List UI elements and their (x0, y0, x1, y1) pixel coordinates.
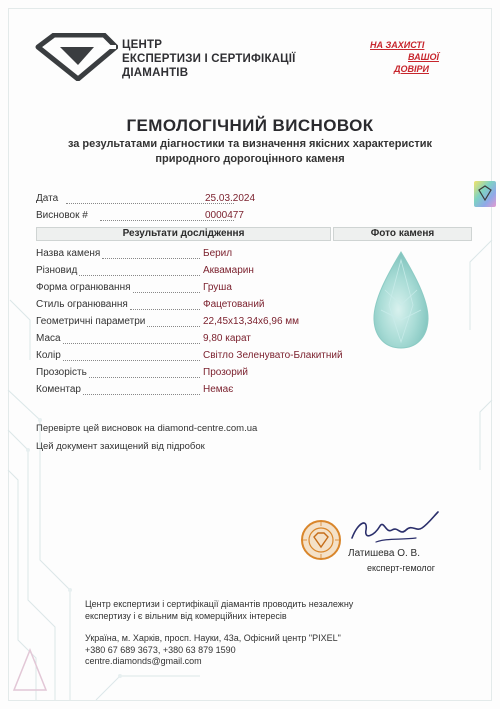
result-row (36, 282, 131, 293)
result-value: Груша (203, 282, 232, 293)
signature-image (346, 508, 442, 552)
report-value: 0000477 (205, 210, 244, 221)
dotted-leader (133, 282, 200, 293)
dotted-leader (83, 384, 200, 395)
footer-email[interactable]: centre.diamonds@gmail.com (85, 656, 202, 666)
result-value: Прозорий (203, 367, 248, 378)
result-row (36, 350, 61, 361)
slogan-line-3: ДОВІРИ (394, 64, 429, 74)
result-row (36, 299, 128, 310)
result-row (36, 367, 87, 378)
slogan (360, 40, 455, 80)
result-label: Форма огранювання (36, 282, 131, 293)
dotted-leader (89, 367, 200, 378)
result-row (36, 265, 77, 276)
date-row (36, 193, 58, 204)
photo-header: Фото каменя (333, 227, 472, 241)
footer-contacts (85, 633, 445, 668)
expert-role: експерт-гемолог (367, 563, 436, 573)
protection-note: Цей документ захищений від підробок (36, 441, 205, 452)
date-value: 25.03.2024 (205, 193, 256, 204)
result-label: Маса (36, 333, 61, 344)
result-label: Колір (36, 350, 61, 361)
seal-stamp-icon (300, 519, 342, 561)
slogan-line-2: ВАШОЇ (408, 52, 439, 62)
dotted-leader (147, 316, 200, 327)
footer-phones: +380 67 689 3673, +380 63 879 1590 (85, 644, 236, 655)
footer-statement (85, 599, 445, 622)
verify-note (36, 423, 257, 434)
dotted-leader (63, 350, 200, 361)
result-value: 22,45x13,34x6,96 мм (203, 316, 300, 327)
result-value: Немає (203, 384, 234, 395)
document-subtitle (20, 137, 480, 167)
result-label: Прозорість (36, 367, 87, 378)
result-value: 9,80 карат (203, 333, 251, 344)
expert-name: Латишева О. В. (348, 548, 420, 559)
result-label: Геометричні параметри (36, 316, 146, 327)
slogan-line-1: НА ЗАХИСТІ (370, 40, 425, 50)
result-value: Аквамарин (203, 265, 254, 276)
report-label: Висновок # (36, 210, 88, 221)
result-row (36, 316, 145, 327)
verify-prefix: Перевірте цей висновок на (36, 423, 158, 434)
organization-name (122, 38, 332, 80)
document-title: ГЕМОЛОГІЧНИЙ ВИСНОВОК (126, 116, 374, 135)
dotted-leader (130, 299, 200, 310)
org-line-2: ЕКСПЕРТИЗИ І СЕРТИФІКАЦІЇ (122, 53, 296, 65)
diamond-logo-icon (34, 33, 118, 81)
dotted-leader (79, 265, 200, 276)
result-label: Назва каменя (36, 248, 101, 259)
footer-address: Україна, м. Харків, просп. Науки, 43а, Офісний центр "PIXEL" (85, 633, 341, 643)
hologram-sticker-icon (473, 180, 497, 208)
result-value: Фацетований (203, 299, 265, 310)
date-label: Дата (36, 193, 59, 204)
result-label: Стиль огранювання (36, 299, 128, 310)
report-row (36, 210, 88, 221)
subtitle-line-2: природного дорогоцінного каменя (155, 153, 345, 165)
result-label: Різновид (36, 265, 78, 276)
result-row (36, 384, 81, 395)
org-line-1: ЦЕНТР (122, 39, 163, 51)
result-row (36, 333, 61, 344)
dotted-leader (63, 333, 200, 344)
result-label: Коментар (36, 384, 81, 395)
result-row (36, 248, 100, 259)
subtitle-line-1: за результатами діагностики та визначення якісних характеристик (67, 138, 433, 150)
result-value: Світло Зеленувато-Блакитний (203, 350, 343, 361)
result-value: Берил (203, 248, 233, 259)
verify-link[interactable]: diamond-centre.com.ua (157, 423, 258, 434)
results-header: Результати дослідження (36, 227, 331, 241)
gem-photo (371, 250, 431, 350)
org-line-3: ДІАМАНТІВ (122, 67, 189, 79)
footer-line-1: Центр експертизи і сертифікації діамантів проводить незалежну (85, 599, 354, 609)
dotted-leader (102, 248, 200, 259)
footer-line-2: експертизу і є вільним від комерційних інтересів (85, 610, 287, 621)
